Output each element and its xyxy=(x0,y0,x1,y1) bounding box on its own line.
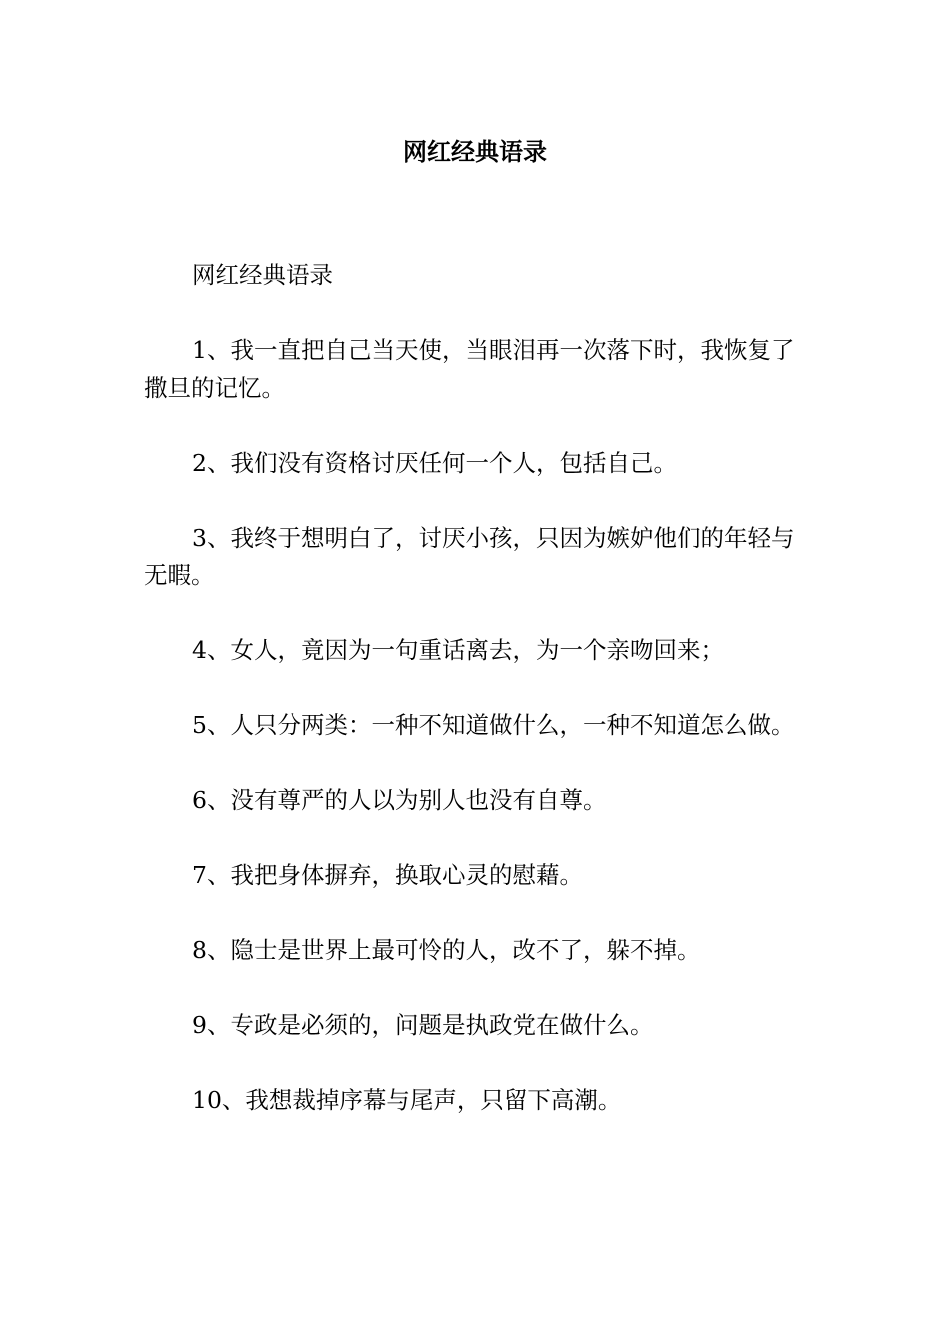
quote-paragraph: 9、专政是必须的，问题是执政党在做什么。 xyxy=(192,1011,654,1039)
quote-paragraph: 10、我想裁掉序幕与尾声，只留下高潮。 xyxy=(192,1086,622,1114)
document-title: 网红经典语录 xyxy=(403,137,547,166)
quote-paragraph: 1、我一直把自己当天使，当眼泪再一次落下时，我恢复了撒旦的记忆。 xyxy=(144,336,795,402)
quote-paragraph: 6、没有尊严的人以为别人也没有自尊。 xyxy=(192,786,607,814)
quote-paragraph: 2、我们没有资格讨厌任何一个人，包括自己。 xyxy=(192,448,677,477)
quote-paragraph: 8、隐士是世界上最可怜的人，改不了，躲不掉。 xyxy=(192,936,701,964)
document-subtitle: 网红经典语录 xyxy=(192,261,333,289)
document-body xyxy=(144,257,812,1157)
quote-paragraph: 5、人只分两类：一种不知道做什么，一种不知道怎么做。 xyxy=(192,711,795,739)
quote-paragraph: 3、我终于想明白了，讨厌小孩，只因为嫉妒他们的年轻与无暇。 xyxy=(144,523,795,589)
quote-paragraph: 4、女人，竟因为一句重话离去，为一个亲吻回来； xyxy=(192,636,724,664)
quote-paragraph: 7、我把身体摒弃，换取心灵的慰藉。 xyxy=(192,861,583,889)
